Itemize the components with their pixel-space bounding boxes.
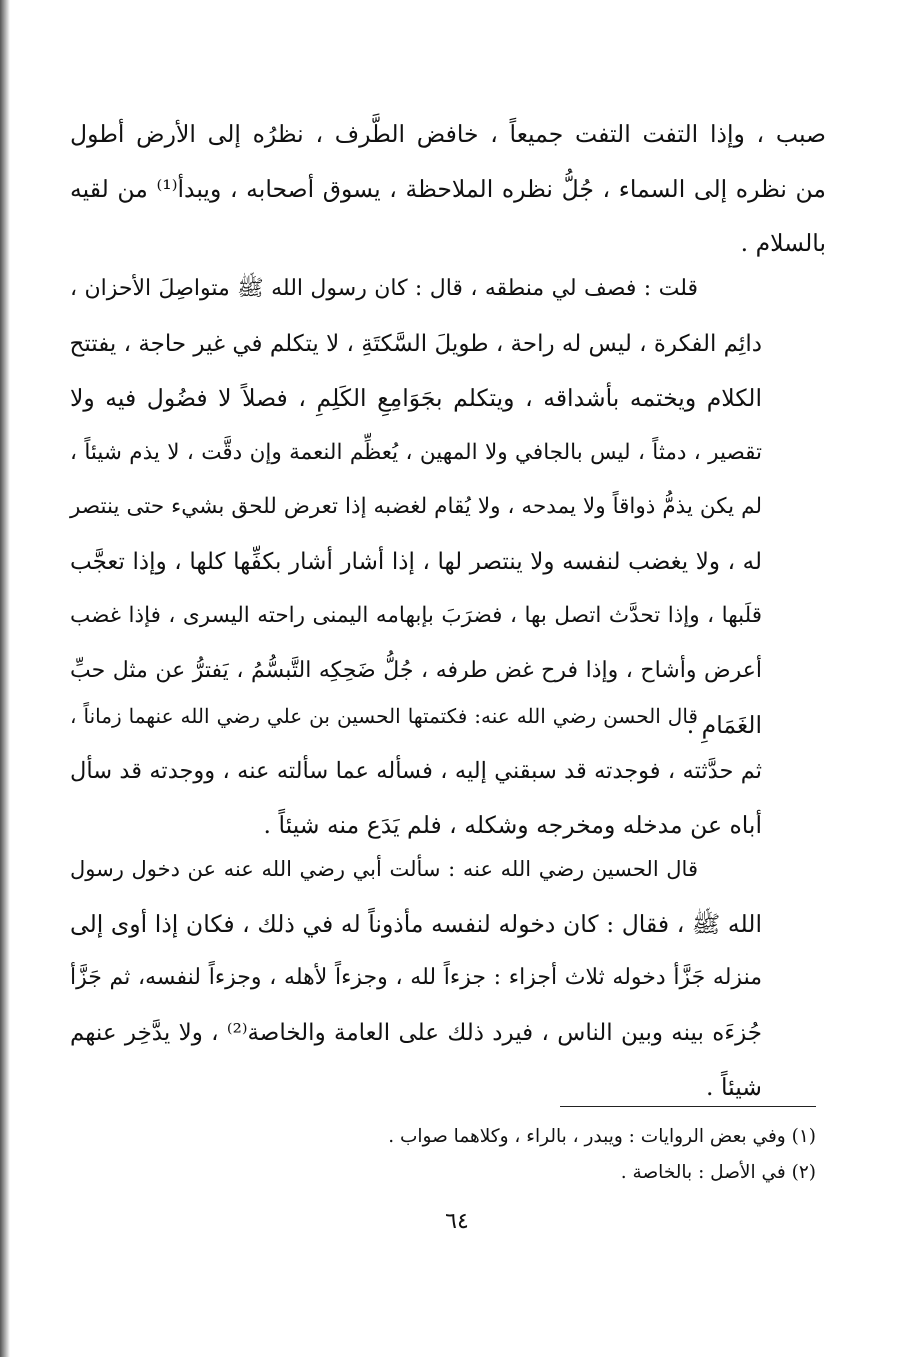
text-line: أباه عن مدخله ومخرجه وشكله ، فلم يَدَع منه شيئاً . [263, 811, 762, 839]
text-line: قلَبها ، وإذا تحدَّث اتصل بها ، فضرَبَ بإبهامه اليمنى راحته اليسرى ، فإذا غضب [70, 603, 762, 628]
text-line: تقصير ، دمثاً ، ليس بالجافي ولا المهين ، يُعظِّم النعمة وإن دقَّت ، لا يذم شيئاً ، [70, 439, 762, 465]
text-line: أعرض وأشاح ، وإذا فرح غض طرفه ، جُلُّ ضَحِكِه التَّبسُّمُ ، يَفترُّ عن مثل حبِّ [70, 657, 762, 683]
text-line: شيئاً . [706, 1073, 762, 1101]
text-line: صبب ، وإذا التفت التفت جميعاً ، خافض الطَّرف ، نظرُه إلى الأرض أطول [70, 120, 826, 148]
text-line: قال الحسن رضي الله عنه: فكتمتها الحسين بن علي رضي الله عنهما زماناً ، [70, 704, 698, 728]
paragraph-2 [70, 262, 826, 753]
text-line: الغَمَامِ . [686, 711, 762, 739]
text-line: دائِم الفكرة ، ليس له راحة ، طويلَ السَّكتَةِ ، لا يتكلم في غير حاجة ، يفتتح [69, 330, 762, 357]
text-line: قال الحسين رضي الله عنه : سألت أبي رضي الله عنه عن دخول رسول [70, 857, 698, 881]
text-line: منزله جَزَّأ دخوله ثلاث أجزاء : جزءاً لله ، وجزءاً لأهله ، وجزءاً لنفسه، ثم جَزَّأ [70, 965, 762, 990]
text-line: الكلام ويختمه بأشداقه ، ويتكلم بجَوَامِعِ الكَلِمِ ، فصلاً لا فضُول فيه ولا [70, 384, 762, 412]
footnote-2: (٢) في الأصل : بالخاصة . [620, 1162, 816, 1183]
text-line: من نظره إلى السماء ، جُلُّ نظره الملاحظة ، يسوق أصحابه ، ويبدأ⁽¹⁾ من لقيه [70, 174, 826, 203]
text-line: لم يكن يذمُّ ذواقاً ولا يمدحه ، ولا يُقام لغضبه إذا تعرض للحق بشيء حتى ينتصر [70, 494, 762, 519]
paragraph-3 [70, 689, 826, 853]
text-line: الله ﷺ ، فقال : كان دخوله لنفسه مأذوناً له في ذلك ، فكان إذا أوى إلى [70, 909, 762, 938]
binding-shadow [0, 0, 10, 1357]
footnote-divider [560, 1106, 816, 1107]
footnote-1: (١) وفي بعض الروايات : ويبدر ، بالراء ، وكلاهما صواب . [388, 1126, 816, 1147]
footnotes [300, 1119, 816, 1191]
text-line: بالسلام . [740, 229, 826, 257]
text-line: ثم حدَّثته ، فوجدته قد سبقني إليه ، فسأله عما سألته عنه ، ووجدته قد سأل [70, 757, 762, 784]
page-number: ٦٤ [445, 1209, 469, 1234]
text-line: له ، ولا يغضب لنفسه ولا ينتصر لها ، إذا أشار أشار بكفِّها كلها ، وإذا تعجَّب [70, 548, 762, 575]
text-line: جُزءَه بينه وبين الناس ، فيرد ذلك على العامة والخاصة⁽²⁾ ، ولا يدَّخِر عنهم [70, 1019, 762, 1046]
text-line: قلت : فصف لي منطقه ، قال : كان رسول الله ﷺ متواصِلَ الأحزان ، [70, 276, 698, 301]
paragraph-4 [70, 842, 826, 1115]
paragraph-1 [70, 107, 826, 271]
